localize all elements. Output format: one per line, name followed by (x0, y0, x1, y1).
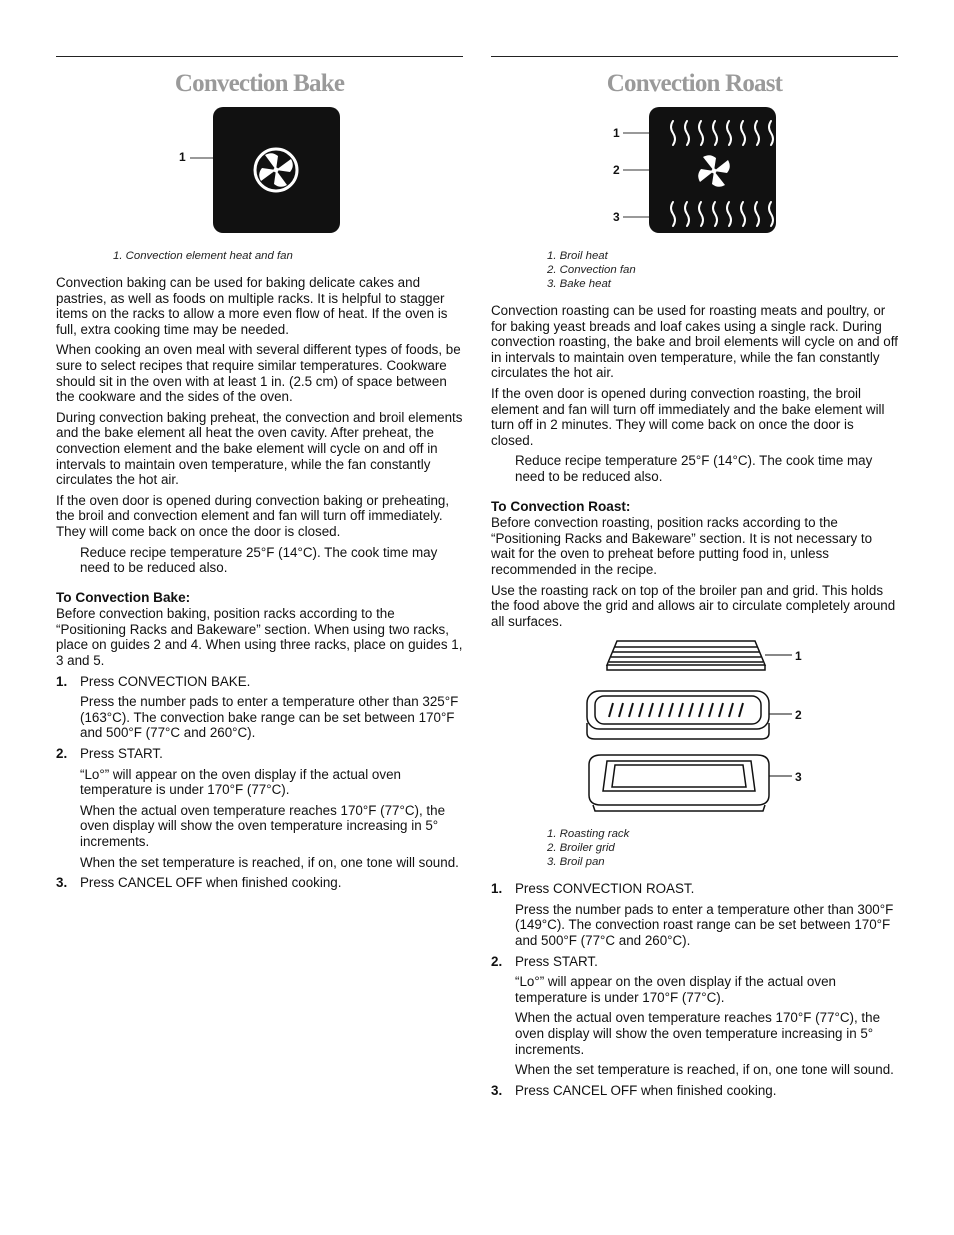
top-rule (491, 56, 898, 57)
figure-caption: 3. Bake heat (547, 278, 611, 290)
step-number: 3. (56, 875, 68, 891)
paragraph: Before convection roasting, position racks according to the “Positioning Racks and Bakeware” section. It is not necessary to wait for the oven to preheat before putting food in, unless recommended in the recipe. (491, 515, 873, 577)
step-number: 3. (491, 1082, 503, 1098)
pan-caption: 3. Broil pan (547, 856, 605, 869)
step-text: Press CANCEL OFF when finished cooking. (515, 1082, 777, 1098)
step-detail: “Lo°” will appear on the oven display if the actual oven temperature is under 170°F (77°C). (515, 974, 836, 1005)
step-text: Press START. (515, 953, 598, 969)
step-text: Press CONVECTION ROAST. (515, 881, 695, 897)
roasting-rack-icon (607, 641, 792, 670)
step-detail: When the actual oven temperature reaches 170°F (77°C), the oven display will show the oven temperature increasing in 5° increments. (515, 1010, 881, 1057)
convection-bake-figure (56, 99, 463, 249)
step-3 (491, 1083, 898, 1099)
step-3 (56, 875, 463, 891)
step-detail: Press the number pads to enter a temperature other than 300°F (149°C). The convection roast range can be set between 170°F and 500°F (77°C and 260°C). (515, 901, 894, 949)
step-detail: When the set temperature is reached, if on, one tone will sound. (80, 854, 459, 870)
pan-label-3: 3 (795, 770, 802, 785)
step-1 (56, 674, 463, 741)
subheading: To Convection Bake: (56, 589, 191, 605)
paragraph: Before convection baking, position racks according to the “Positioning Racks and Bakeware” section. When using two racks, place on guides 2 and 4. When using three racks, place on guides 1, 3 and 5. (56, 606, 463, 669)
broiler-grid-icon (587, 691, 792, 739)
broil-fan-bake-icon (491, 99, 898, 249)
step-text: Press START. (80, 746, 163, 762)
step-detail: When the set temperature is reached, if on, one tone will sound. (515, 1062, 894, 1078)
figure-caption: 1. Convection element heat and fan (113, 250, 293, 262)
figure-caption: 2. Convection fan (547, 264, 636, 276)
step-text: Press CANCEL OFF when finished cooking. (80, 875, 342, 891)
figure-label-3: 3 (613, 210, 620, 224)
paragraph: Convection baking can be used for baking delicate cakes and pastries, as well as foods on multiple racks. It is helpful to stagger items on the racks to allow a more even flow of heat. If the oven is full, extra cooking time may be needed. (56, 275, 448, 337)
convection-fan-icon (56, 99, 463, 249)
step-number: 1. (491, 881, 503, 897)
step-1 (491, 881, 898, 948)
step-2 (56, 746, 463, 870)
broiler-pan-icon (491, 635, 898, 827)
section-heading: Convection Roast (606, 70, 783, 97)
step-number: 1. (56, 673, 68, 689)
figure-label-1: 1 (179, 150, 186, 164)
step-text: Press CONVECTION BAKE. (80, 673, 251, 689)
paragraph: When cooking an oven meal with several different types of foods, be sure to select recipes that require similar temperatures. Cookware should sit in the oven with at least 1 in. (2.5 cm) of space between the cookware and the sides of the oven. (56, 342, 461, 405)
step-detail: “Lo°” will appear on the oven display if the actual oven temperature is under 170°F (77°C). (80, 766, 401, 798)
broiler-pan-figure (491, 635, 898, 827)
paragraph: If the oven door is opened during convection baking or preheating, the broil and convection element and fan will turn off immediately. They will come back on once the door is closed. (56, 492, 450, 539)
broil-pan-icon (589, 755, 792, 811)
pan-label-1: 1 (795, 649, 802, 664)
figure-label-2: 2 (613, 163, 620, 177)
temperature-note: Reduce recipe temperature 25°F (14°C). The cook time may need to be reduced also. (80, 544, 438, 576)
paragraph: Use the roasting rack on top of the broiler pan and grid. This holds the food above the grid and allows air to circulate completely around all surfaces. (491, 582, 896, 629)
convection-bake-section (56, 56, 463, 896)
step-2 (491, 954, 898, 1078)
section-heading: Convection Bake (174, 70, 345, 97)
step-number: 2. (56, 746, 68, 762)
pan-label-2: 2 (795, 708, 802, 723)
paragraph: If the oven door is opened during convection roasting, the broil element and fan will turn off immediately and the bake element will turn off in 2 minutes. They will come back on once the door is closed. (491, 385, 885, 448)
convection-roast-section (491, 56, 898, 1103)
figure-caption: 1. Broil heat (547, 250, 608, 262)
paragraph: During convection baking preheat, the convection and broil elements and the bake element all heat the oven cavity. After preheat, the convection element and the bake element will cycle on and off in intervals to maintain oven temperature, while the fan constantly circulates the hot air. (56, 409, 463, 488)
temperature-note: Reduce recipe temperature 25°F (14°C). The cook time may need to be reduced also. (515, 453, 873, 484)
step-number: 2. (491, 953, 503, 969)
subheading: To Convection Roast: (491, 498, 631, 514)
pan-caption: 1. Roasting rack (547, 828, 630, 841)
convection-roast-figure (491, 99, 898, 249)
step-detail: When the actual oven temperature reaches 170°F (77°C), the oven display will show the oven temperature increasing in 5° increments. (80, 802, 446, 849)
figure-label-1: 1 (613, 126, 620, 140)
top-rule (56, 56, 463, 57)
pan-caption: 2. Broiler grid (547, 842, 615, 855)
paragraph: Convection roasting can be used for roasting meats and poultry, or for baking yeast breads and loaf cakes using a single rack. During convection roasting, the bake and broil elements will cycle on and off in intervals to maintain oven temperature, while the fan constantly circulates the hot air. (491, 303, 898, 381)
step-detail: Press the number pads to enter a temperature other than 325°F (163°C). The convection bake range can be set between 170°F and 500°F (77°C and 260°C). (80, 694, 459, 741)
